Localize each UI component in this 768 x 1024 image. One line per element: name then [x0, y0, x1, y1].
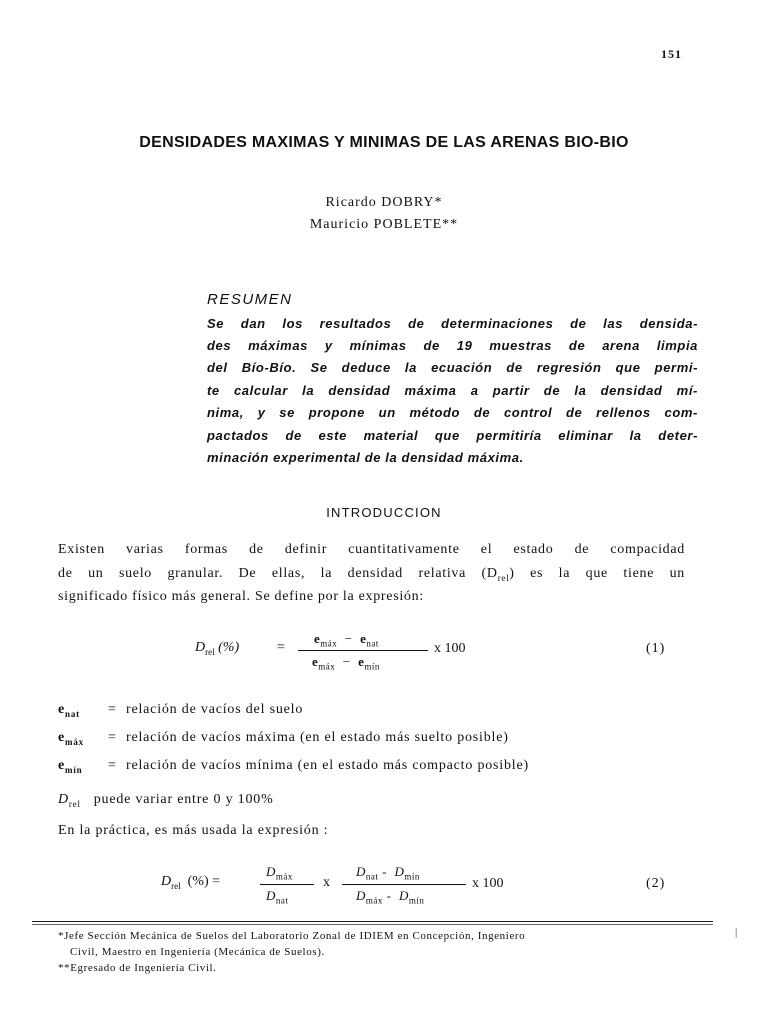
- symbol-d: D: [195, 640, 206, 655]
- subscript: rel: [68, 798, 81, 809]
- minus-sign: -: [382, 864, 387, 879]
- equals-sign: =: [277, 640, 285, 655]
- symbol-e: e: [314, 631, 321, 646]
- symbol-e: e: [58, 730, 66, 745]
- subscript: mín: [65, 764, 83, 775]
- subscript: máx: [275, 871, 293, 882]
- fraction-denominator: [312, 654, 380, 672]
- equation-number: (2): [646, 876, 666, 891]
- definition-symbol: [58, 758, 108, 775]
- subscript: máx: [320, 638, 338, 649]
- subscript: máx: [65, 736, 84, 747]
- symbol-d: D: [394, 864, 405, 879]
- range-note-text: puede variar entre 0 y 100%: [93, 792, 274, 807]
- subscript: rel: [171, 880, 181, 891]
- symbol-e: e: [358, 654, 365, 669]
- section-heading-introduccion: INTRODUCCION: [326, 505, 442, 520]
- fraction-bar: [260, 884, 314, 885]
- minus-sign: -: [386, 888, 392, 903]
- definition-row: [58, 702, 303, 719]
- page-number: 151: [661, 47, 682, 61]
- equation-lhs: [161, 874, 220, 891]
- multiplier: x 100: [434, 641, 466, 656]
- symbol-e: e: [58, 758, 66, 773]
- fraction-bar: [342, 884, 466, 885]
- subscript: nat: [366, 638, 379, 649]
- unit-percent: (%) =: [187, 874, 221, 889]
- footnote-rule-secondary: [32, 924, 713, 925]
- times-sign: x: [323, 875, 330, 890]
- definition-row: [58, 730, 509, 747]
- symbol-e: e: [58, 702, 66, 717]
- equation-lhs: [195, 640, 239, 657]
- equals-sign: =: [108, 730, 117, 745]
- minus-sign: −: [344, 631, 353, 646]
- symbol-d: D: [398, 888, 409, 903]
- subscript: mín: [408, 895, 425, 906]
- fraction-2-denominator: [356, 888, 424, 906]
- subscript: mín: [404, 871, 420, 882]
- margin-mark: |: [735, 926, 738, 938]
- footnote-rule: [32, 921, 713, 922]
- symbol-e: e: [312, 654, 319, 669]
- abstract-line: des máximas y mínimas de 19 muestras de arena limpia: [207, 338, 698, 353]
- equals-sign: =: [108, 758, 117, 773]
- definition-text: relación de vacíos mínima (en el estado más compacto posible): [126, 758, 529, 773]
- definition-row: [58, 758, 529, 775]
- paragraph-line: [58, 566, 685, 583]
- footnote-line: *Jefe Sección Mecánica de Suelos del Laboratorio Zonal de IDIEM en Concepción, Ingeniero: [58, 930, 526, 942]
- abstract-line: pactados de este material que permitiría eliminar la deter-: [207, 428, 698, 443]
- definition-text: relación de vacíos del suelo: [126, 702, 304, 717]
- fraction-numerator: [314, 631, 379, 649]
- paragraph-line: Existen varias formas de definir cuantitativamente el estado de compacidad: [58, 542, 685, 557]
- symbol-d: D: [356, 888, 366, 903]
- subscript: nat: [65, 708, 80, 719]
- subscript: rel: [205, 646, 215, 657]
- subscript: rel: [497, 572, 510, 583]
- subscript: mín: [364, 661, 380, 672]
- fraction-1-numerator: [266, 864, 293, 882]
- article-title: DENSIDADES MAXIMAS Y MINIMAS DE LAS ARENAS BIO-BIO: [139, 134, 629, 151]
- equation-number: (1): [646, 641, 666, 656]
- abstract-line: del Bío-Bío. Se deduce la ecuación de regresión que permi-: [207, 360, 698, 375]
- author-2: Mauricio POBLETE**: [309, 217, 459, 232]
- paragraph-line: significado físico más general. Se define por la expresión:: [58, 589, 424, 604]
- multiplier: x 100: [472, 876, 504, 891]
- fraction-bar: [298, 650, 428, 651]
- definition-symbol: [58, 730, 108, 747]
- symbol-d: D: [58, 792, 69, 807]
- definition-text: relación de vacíos máxima (en el estado más suelto posible): [126, 730, 509, 745]
- symbol-d: D: [266, 864, 276, 879]
- subscript: nat: [365, 871, 379, 882]
- fraction-1-denominator: [266, 888, 288, 906]
- abstract-line: Se dan los resultados de determinaciones de las densida-: [207, 316, 698, 331]
- subscript: máx: [365, 895, 383, 906]
- abstract-line: te calcular la densidad máxima a partir de la densidad mí-: [207, 383, 698, 398]
- abstract-heading: RESUMEN: [207, 291, 293, 308]
- practice-line: En la práctica, es más usada la expresión :: [58, 823, 329, 838]
- subscript: máx: [318, 661, 336, 672]
- abstract-line: nima, y se propone un método de control de rellenos com-: [207, 405, 698, 420]
- paragraph-text: de un suelo granular. De ellas, la densidad relativa (D: [58, 566, 498, 581]
- symbol-d: D: [266, 888, 276, 903]
- subscript: nat: [275, 895, 289, 906]
- range-note: [58, 792, 274, 809]
- footnote-line: **Egresado de Ingeniería Civil.: [58, 962, 217, 974]
- symbol-d: D: [161, 874, 172, 889]
- minus-sign: −: [342, 654, 351, 669]
- footnote-line: Civil, Maestro en Ingeniería (Mecánica de Suelos).: [70, 946, 325, 958]
- author-1: Ricardo DOBRY*: [325, 195, 443, 210]
- abstract-line: minación experimental de la densidad máxima.: [207, 450, 524, 465]
- symbol-e: e: [360, 631, 367, 646]
- fraction-2-numerator: [356, 864, 420, 882]
- equals-sign: =: [108, 702, 117, 717]
- paragraph-text: ) es la que tiene un: [509, 566, 685, 581]
- symbol-d: D: [356, 864, 366, 879]
- definition-symbol: [58, 702, 108, 719]
- unit-percent: (%): [218, 640, 240, 655]
